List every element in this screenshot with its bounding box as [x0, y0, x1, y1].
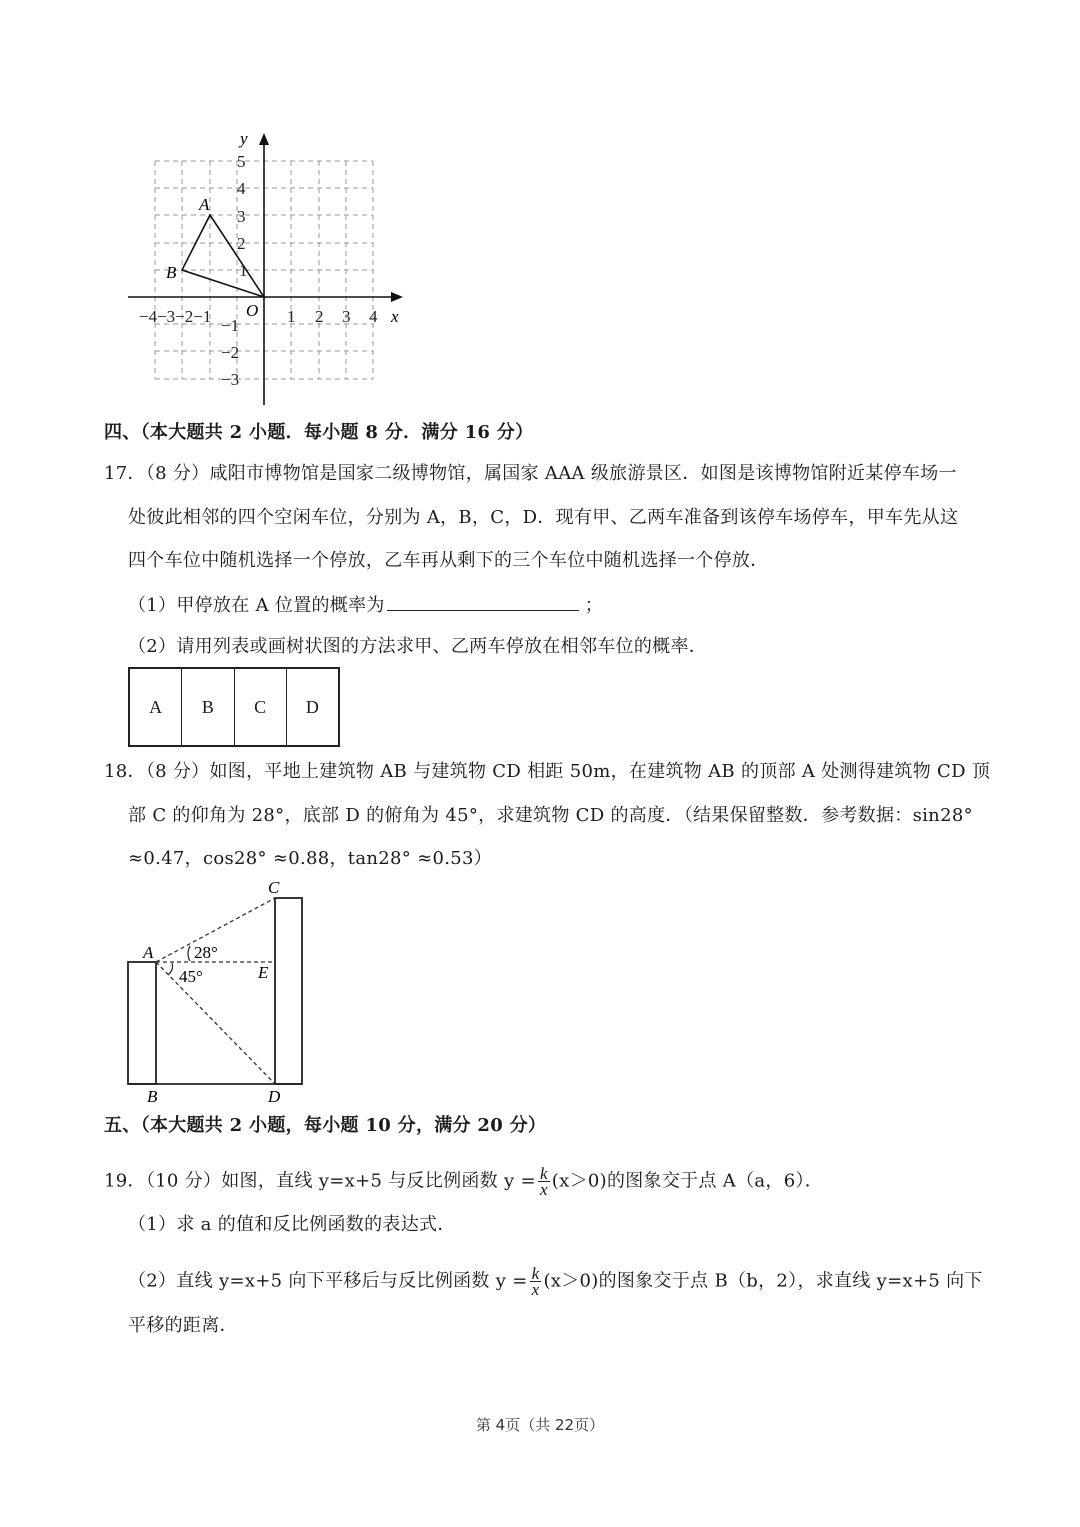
question-17-line3: 四个车位中随机选择一个停放，乙车再从剩下的三个车位中随机选择一个停放． [128, 550, 769, 571]
parking-spot: D [305, 696, 319, 717]
svg-text:O: O [246, 301, 259, 320]
section-5-heading: 五、（本大题共 2 小题，每小题 10 分，满分 20 分） [104, 1115, 547, 1136]
parking-spot: B [182, 669, 234, 745]
svg-text:2: 2 [237, 234, 246, 253]
fraction-k-over-x: $\frac{k}{x}$ [539, 1164, 548, 1199]
svg-text:D: D [268, 1087, 281, 1106]
svg-text:2: 2 [315, 307, 324, 326]
question-19-part1: （1）求 a 的值和反比例函数的表达式． [128, 1214, 456, 1235]
svg-text:5: 5 [237, 152, 246, 171]
question-19-part2-cont: 平移的距离． [128, 1315, 238, 1336]
svg-text:E: E [258, 963, 269, 982]
svg-text:4: 4 [237, 179, 246, 198]
svg-text:4: 4 [369, 307, 378, 326]
svg-text:1: 1 [287, 307, 296, 326]
question-number: 18． [104, 761, 146, 782]
svg-text:45°: 45° [179, 967, 203, 986]
question-19-line1: 19．（10 分）如图，直线 y=x+5 与反比例函数 y = $\frac{k}{x}$ (x＞0)的图象交于点 A（a，6）． [104, 1164, 824, 1199]
question-17-line1: 17．（8 分）咸阳市博物馆是国家二级博物馆，属国家 AAA 级旅游景区．如图是该博物馆附近某停车场一 [104, 463, 957, 484]
svg-text:3: 3 [342, 307, 351, 326]
question-18-line3: ≈0.47，cos28° ≈0.88，tan28° ≈0.53） [128, 848, 493, 869]
svg-text:A: A [143, 943, 154, 962]
svg-text:−3: −3 [221, 370, 240, 389]
coordinate-plane-figure [120, 120, 420, 420]
question-score: （8 分） [145, 761, 210, 782]
answer-blank[interactable] [387, 592, 579, 611]
question-score: （8 分） [145, 463, 210, 484]
buildings-angle-figure [110, 870, 330, 1110]
parking-spot: C [235, 669, 287, 745]
question-17-part1: （1）甲停放在 A 位置的概率为 ； [128, 592, 603, 618]
svg-text:−1: −1 [221, 316, 240, 335]
svg-text:−4−3−2−1: −4−3−2−1 [139, 307, 212, 326]
y-axis-label: y [240, 129, 248, 148]
svg-text:28°: 28° [194, 943, 218, 962]
fraction-k-over-x: $\frac{k}{x}$ [531, 1264, 540, 1299]
page-number-footer: 第 4页（共 22页） [475, 1416, 605, 1434]
question-18-line2: 部 C 的仰角为 28°，底部 D 的俯角为 45°，求建筑物 CD 的高度．（结果保留整数．参考数据：sin28° [128, 805, 973, 826]
svg-text:A: A [199, 195, 210, 214]
question-score: （10 分） [145, 1170, 222, 1192]
question-17-line2: 处彼此相邻的四个空闲车位，分别为 A，B，C，D．现有甲、乙两车准备到该停车场停车，甲车先从这 [128, 507, 959, 528]
svg-text:B: B [147, 1087, 158, 1106]
section-4-heading: 四、（本大题共 2 小题．每小题 8 分．满分 16 分） [104, 422, 534, 443]
x-axis-label: x [391, 307, 399, 326]
svg-text:−2: −2 [221, 343, 240, 362]
question-number: 19． [104, 1170, 146, 1192]
svg-text:3: 3 [237, 207, 246, 226]
svg-text:B: B [166, 263, 177, 282]
parking-spots-figure [128, 667, 340, 747]
question-18-line1: 18．（8 分）如图，平地上建筑物 AB 与建筑物 CD 相距 50m，在建筑物 AB 的顶部 A 处测得建筑物 CD 顶 [104, 761, 991, 782]
parking-spot: A [130, 669, 182, 745]
question-17-part2: （2）请用列表或画树状图的方法求甲、乙两车停放在相邻车位的概率． [128, 636, 708, 657]
svg-text:1: 1 [239, 261, 248, 280]
svg-text:C: C [268, 878, 280, 897]
question-19-part2: （2）直线 y=x+5 向下平移后与反比例函数 y = $\frac{k}{x}$ (x＞0)的图象交于点 B（b，2），求直线 y=x+5 向下 [128, 1264, 983, 1299]
question-number: 17． [104, 463, 146, 484]
